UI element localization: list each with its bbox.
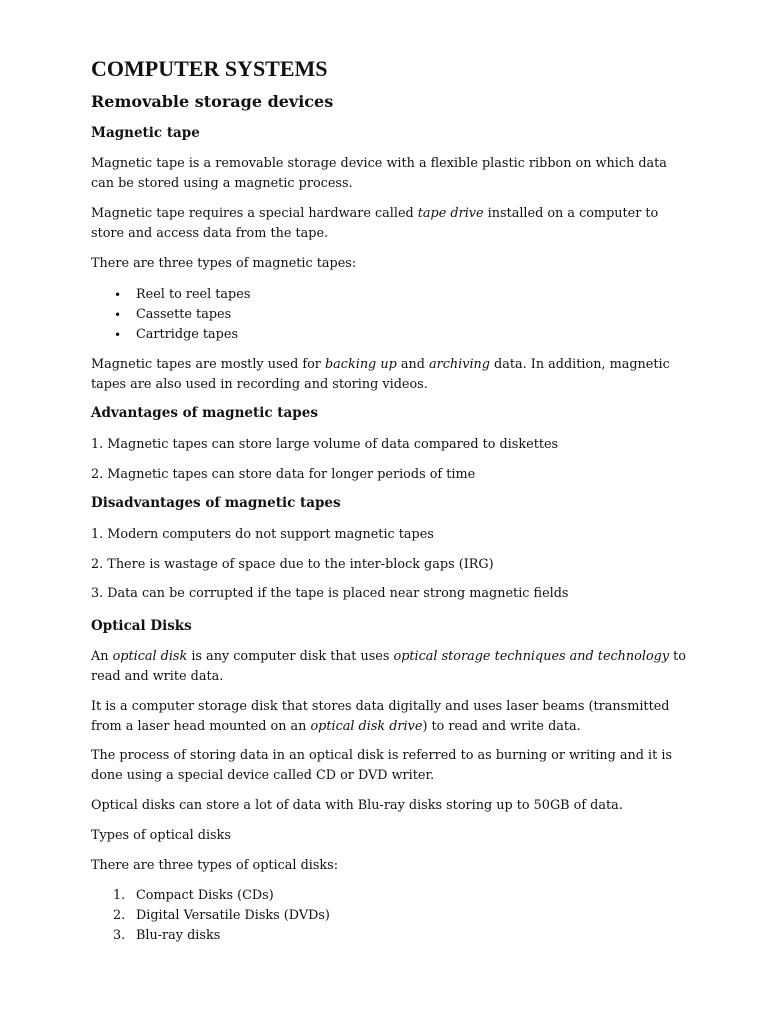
- optical-laser-line-1: It is a computer storage disk that stores data digitally and uses laser beams (transmitted: [91, 699, 670, 714]
- text-span: Magnetic tapes are mostly used for: [91, 357, 325, 372]
- advantage-item: 1. Magnetic tapes can store large volume of data compared to diskettes: [91, 437, 559, 452]
- list-number: 1.: [113, 888, 126, 903]
- magnetic-intro-line-2: can be stored using a magnetic process.: [91, 176, 353, 191]
- bullet-icon: •: [114, 308, 122, 322]
- optical-def-line-1: [91, 647, 686, 667]
- list-item-text: Cassette tapes: [136, 307, 232, 322]
- optical-burning-line-2: done using a special device called CD or DVD writer.: [91, 768, 435, 783]
- text-span: installed on a computer to: [483, 206, 659, 221]
- optical-types-list: [91, 886, 491, 946]
- disadvantage-item: 2. There is wastage of space due to the inter-block gaps (IRG): [91, 557, 494, 572]
- list-item-text: Reel to reel tapes: [136, 287, 251, 302]
- term-archiving: archiving: [428, 357, 490, 372]
- optical-burning-line-1: The process of storing data in an optical disk is referred to as burning or writing and it is: [91, 748, 673, 763]
- optical-types-intro: There are three types of optical disks:: [91, 858, 339, 873]
- magnetic-drive-line-2: store and access data from the tape.: [91, 226, 329, 241]
- text-span: Magnetic tape requires a special hardware called: [91, 206, 418, 221]
- list-item-text: Cartridge tapes: [136, 327, 239, 342]
- heading-magnetic-tape: Magnetic tape: [91, 125, 200, 141]
- list-item: [91, 285, 491, 305]
- disadvantage-item: 1. Modern computers do not support magnetic tapes: [91, 527, 434, 542]
- text-span: is any computer disk that uses: [187, 649, 394, 664]
- list-item: [91, 886, 491, 906]
- list-item: [91, 926, 491, 946]
- magnetic-uses-line-1: [91, 355, 670, 375]
- term-optical-disk: optical disk: [112, 649, 188, 664]
- text-span: from a laser head mounted on an: [91, 719, 311, 734]
- text-span: ) to read and write data.: [422, 719, 581, 734]
- magnetic-drive-line-1: [91, 204, 658, 224]
- list-number: 3.: [113, 928, 126, 943]
- term-backing-up: backing up: [324, 357, 397, 372]
- heading-optical-disks: Optical Disks: [91, 618, 192, 634]
- term-tape-drive: tape drive: [417, 206, 484, 221]
- text-span: An: [91, 649, 113, 664]
- list-item: [91, 906, 491, 926]
- magnetic-types-list: [91, 285, 491, 345]
- text-span: data. In addition, magnetic: [489, 357, 670, 372]
- optical-capacity: Optical disks can store a lot of data with Blu-ray disks storing up to 50GB of data.: [91, 798, 623, 813]
- bullet-icon: •: [114, 328, 122, 342]
- list-item: [91, 305, 491, 325]
- list-item: [91, 325, 491, 345]
- optical-laser-line-2: [91, 717, 581, 737]
- list-number: 2.: [113, 908, 126, 923]
- optical-def-line-2: read and write data.: [91, 669, 224, 684]
- disadvantage-item: 3. Data can be corrupted if the tape is placed near strong magnetic fields: [91, 586, 569, 601]
- text-span: to: [669, 649, 687, 664]
- term-optical-storage: optical storage techniques and technology: [393, 649, 670, 664]
- magnetic-intro-line-1: Magnetic tape is a removable storage device with a flexible plastic ribbon on which data: [91, 156, 667, 171]
- advantage-item: 2. Magnetic tapes can store data for longer periods of time: [91, 467, 476, 482]
- heading-advantages: Advantages of magnetic tapes: [91, 405, 318, 421]
- list-item-text: Digital Versatile Disks (DVDs): [136, 908, 330, 923]
- magnetic-uses-line-2: tapes are also used in recording and storing videos.: [91, 377, 428, 392]
- heading-disadvantages: Disadvantages of magnetic tapes: [91, 495, 341, 511]
- section-heading-removable-storage: Removable storage devices: [91, 92, 334, 111]
- list-item-text: Compact Disks (CDs): [136, 888, 274, 903]
- list-item-text: Blu-ray disks: [136, 928, 221, 943]
- term-optical-disk-drive: optical disk drive: [310, 719, 423, 734]
- page-title: COMPUTER SYSTEMS: [91, 56, 328, 81]
- magnetic-types-intro: There are three types of magnetic tapes:: [91, 256, 357, 271]
- optical-types-label: Types of optical disks: [91, 828, 231, 843]
- text-span: and: [396, 357, 429, 372]
- bullet-icon: •: [114, 288, 122, 302]
